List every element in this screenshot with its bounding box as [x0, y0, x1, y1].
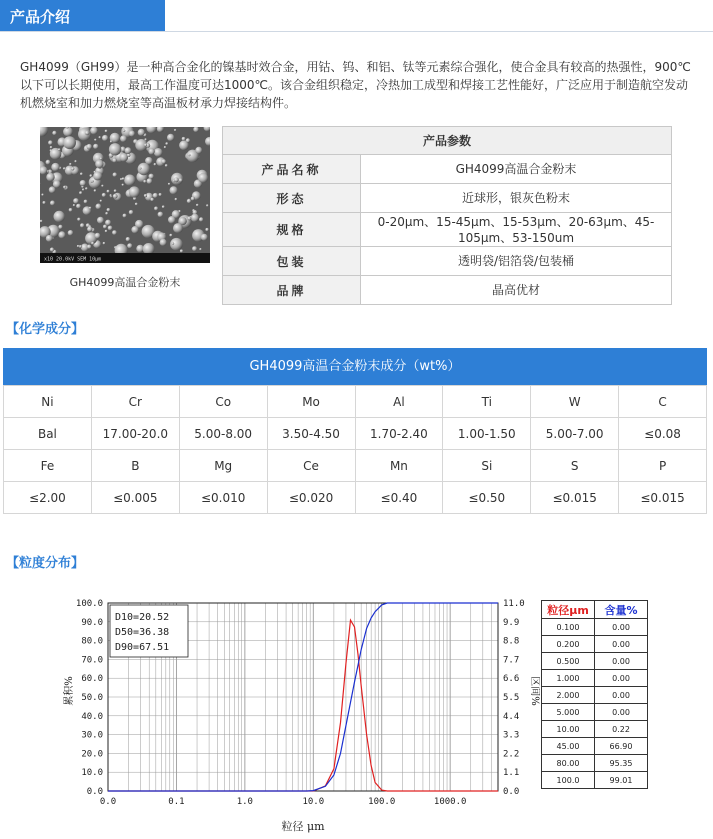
powder-particle	[113, 173, 117, 177]
powder-particle	[198, 173, 208, 183]
psd-size-cell: 2.000	[542, 687, 595, 704]
y-tick-left: 30.0	[81, 730, 103, 741]
psd-content-cell: 66.90	[595, 738, 648, 755]
psd-content-cell: 0.00	[595, 687, 648, 704]
psd-heading: 【粒度分布】	[6, 556, 85, 571]
powder-particle	[63, 127, 73, 137]
y-axis-label-right: 区间%	[529, 676, 540, 706]
composition-cell: Fe	[4, 450, 92, 482]
powder-particle	[161, 159, 166, 164]
powder-particle	[144, 194, 147, 197]
powder-particle	[90, 127, 98, 135]
powder-particle	[54, 211, 65, 222]
y-tick-right: 5.5	[503, 693, 520, 703]
y-tick-left: 80.0	[81, 636, 103, 647]
x-tick-label: 100.0	[368, 797, 396, 807]
powder-particle	[63, 167, 66, 170]
powder-particle	[109, 143, 121, 155]
composition-table	[3, 385, 707, 514]
y-tick-right: 2.2	[503, 749, 520, 760]
powder-particle	[113, 194, 118, 199]
powder-particle	[205, 228, 208, 231]
powder-particle	[63, 186, 66, 189]
composition-cell: ≤0.005	[91, 482, 179, 514]
powder-particle	[99, 136, 101, 138]
powder-particle	[110, 194, 112, 196]
param-key: 品牌	[223, 276, 361, 305]
y-axis-label-left: 累积%	[64, 676, 75, 706]
powder-particle	[87, 226, 92, 231]
psd-table	[541, 600, 648, 789]
psd-size-cell: 0.500	[542, 653, 595, 670]
powder-particle	[112, 230, 117, 235]
composition-cell: 1.70-2.40	[355, 418, 443, 450]
powder-particle	[74, 160, 76, 162]
powder-particle	[58, 231, 65, 238]
table-row	[542, 619, 648, 636]
powder-particle	[122, 177, 125, 180]
powder-particle	[94, 189, 97, 192]
table-row	[542, 772, 648, 789]
powder-particle	[102, 135, 108, 141]
powder-particle	[105, 220, 111, 226]
param-value: 晶高优材	[361, 276, 672, 305]
powder-particle	[93, 144, 98, 149]
powder-particle	[82, 188, 84, 190]
powder-particle	[170, 186, 178, 194]
powder-particle	[138, 129, 145, 136]
powder-particle	[127, 243, 132, 248]
powder-particle	[50, 146, 53, 149]
composition-cell: Ni	[4, 386, 92, 418]
composition-cell: Mg	[179, 450, 267, 482]
powder-particle	[172, 242, 174, 244]
y-tick-left: 50.0	[81, 693, 103, 703]
y-tick-right: 3.3	[503, 730, 520, 741]
powder-particle	[93, 171, 102, 180]
table-row	[542, 653, 648, 670]
powder-particle	[73, 204, 75, 206]
powder-particle	[79, 245, 82, 248]
powder-particle	[87, 245, 91, 249]
powder-particle	[80, 223, 84, 227]
powder-particle	[168, 183, 170, 185]
table-row	[4, 482, 707, 514]
powder-particle	[105, 230, 108, 233]
composition-cell: Mo	[267, 386, 355, 418]
powder-particle	[46, 160, 51, 165]
table-row	[542, 636, 648, 653]
powder-particle	[174, 129, 176, 131]
powder-particle	[86, 144, 92, 150]
powder-particle	[127, 154, 130, 157]
powder-particle	[80, 173, 83, 176]
composition-cell: C	[619, 386, 707, 418]
powder-particle	[50, 248, 54, 252]
powder-photo	[40, 127, 210, 263]
composition-cell: ≤0.015	[619, 482, 707, 514]
powder-particle	[164, 146, 166, 148]
powder-particle	[175, 198, 178, 201]
powder-particle	[129, 210, 134, 215]
powder-particle	[108, 226, 113, 231]
powder-particle	[97, 217, 104, 224]
composition-cell: ≤0.010	[179, 482, 267, 514]
param-key: 规格	[223, 213, 361, 247]
composition-cell: Mn	[355, 450, 443, 482]
powder-particle	[126, 237, 130, 241]
powder-particle	[107, 190, 110, 193]
powder-particle	[77, 245, 79, 247]
psd-content-cell: 95.35	[595, 755, 648, 772]
annotation-label: D50=36.38	[115, 627, 170, 638]
composition-cell: ≤0.40	[355, 482, 443, 514]
powder-particle	[158, 212, 164, 218]
table-row	[4, 418, 707, 450]
powder-particle	[206, 204, 208, 206]
powder-particle	[125, 147, 132, 154]
psd-size-cell: 100.0	[542, 772, 595, 789]
x-tick-label: 0.0	[99, 797, 117, 807]
powder-particle	[195, 147, 202, 154]
powder-particle	[69, 208, 73, 212]
powder-particle	[51, 163, 59, 171]
powder-particle	[191, 214, 199, 222]
powder-particle	[188, 217, 192, 221]
powder-particle	[160, 239, 167, 246]
powder-particle	[154, 148, 163, 157]
powder-particle	[96, 204, 102, 210]
powder-particle	[153, 193, 158, 198]
powder-particle	[143, 180, 146, 183]
powder-particle	[159, 193, 162, 196]
powder-particle	[91, 180, 94, 183]
y-tick-right: 8.8	[503, 636, 520, 647]
composition-heading: 【化学成分】	[6, 322, 85, 337]
powder-particle	[150, 198, 154, 202]
powder-particle	[89, 207, 92, 210]
powder-particle	[73, 198, 79, 204]
powder-particle	[135, 203, 138, 206]
powder-particle	[85, 131, 90, 136]
table-row	[223, 155, 672, 184]
powder-particle	[199, 248, 201, 250]
composition-cell: ≤2.00	[4, 482, 92, 514]
powder-particle	[100, 200, 102, 202]
powder-particle	[80, 180, 86, 186]
powder-particle	[188, 154, 190, 156]
powder-particle	[123, 130, 125, 132]
composition-cell: 3.50-4.50	[267, 418, 355, 450]
y-tick-left: 20.0	[81, 749, 103, 760]
composition-cell: 17.00-20.0	[91, 418, 179, 450]
composition-cell: 5.00-8.00	[179, 418, 267, 450]
params-header: 产品参数	[223, 127, 672, 155]
powder-particle	[123, 214, 127, 218]
x-tick-label: 10.0	[302, 797, 325, 807]
composition-cell: Ti	[443, 386, 531, 418]
psd-content-cell: 0.00	[595, 670, 648, 687]
powder-particle	[131, 226, 138, 233]
composition-cell: W	[531, 386, 619, 418]
powder-particle	[105, 212, 108, 215]
powder-particle	[105, 130, 108, 133]
composition-cell: Si	[443, 450, 531, 482]
powder-particle	[186, 138, 190, 142]
y-tick-left: 0.0	[86, 787, 103, 797]
powder-particle	[46, 235, 53, 242]
psd-content-cell: 0.00	[595, 619, 648, 636]
annotation-label: D10=20.52	[115, 612, 170, 623]
param-key: 形态	[223, 184, 361, 213]
powder-particle	[79, 191, 82, 194]
powder-particle	[199, 217, 203, 221]
psd-chart-svg	[60, 596, 540, 836]
powder-particle	[90, 174, 93, 177]
annotation-label: D90=67.51	[115, 642, 170, 653]
powder-particle	[110, 140, 112, 142]
psd-size-cell: 0.200	[542, 636, 595, 653]
composition-cell: Co	[179, 386, 267, 418]
powder-particle	[187, 199, 191, 203]
powder-particle	[107, 208, 111, 212]
powder-particle	[179, 178, 183, 182]
table-row	[542, 687, 648, 704]
composition-cell: B	[91, 450, 179, 482]
section-title: 产品介绍	[10, 8, 71, 26]
powder-particle	[58, 148, 61, 151]
powder-particle	[40, 220, 43, 223]
table-row	[542, 738, 648, 755]
y-tick-right: 11.0	[503, 599, 525, 609]
powder-particle	[68, 230, 74, 236]
powder-particle	[149, 174, 154, 179]
param-key: 包装	[223, 247, 361, 276]
composition-cell: ≤0.015	[531, 482, 619, 514]
powder-particle	[182, 137, 186, 141]
y-tick-right: 0.0	[503, 787, 520, 797]
psd-col-content: 含量%	[595, 601, 648, 619]
powder-particle	[168, 216, 176, 224]
x-tick-label: 1000.0	[433, 797, 467, 807]
powder-particle	[43, 201, 46, 204]
powder-particle	[201, 234, 208, 241]
powder-particle	[191, 197, 195, 201]
powder-particle	[144, 144, 147, 147]
powder-particle	[124, 175, 135, 186]
psd-content-cell: 0.22	[595, 721, 648, 738]
table-row	[542, 704, 648, 721]
powder-particle	[154, 163, 157, 166]
psd-size-cell: 45.00	[542, 738, 595, 755]
powder-particle	[71, 167, 74, 170]
powder-particle	[95, 160, 103, 168]
powder-particle	[169, 234, 172, 237]
composition-cell: Al	[355, 386, 443, 418]
table-row	[4, 386, 707, 418]
psd-content-cell: 0.00	[595, 636, 648, 653]
powder-particle	[148, 148, 154, 154]
y-tick-right: 4.4	[503, 711, 520, 722]
powder-particle	[129, 131, 135, 137]
powder-particle	[112, 158, 116, 162]
psd-size-cell: 80.00	[542, 755, 595, 772]
powder-particle	[50, 201, 55, 206]
composition-cell: ≤0.50	[443, 482, 531, 514]
powder-particle	[94, 139, 96, 141]
powder-particle	[114, 189, 117, 192]
powder-particle	[52, 131, 56, 135]
table-row	[542, 721, 648, 738]
psd-size-cell: 10.00	[542, 721, 595, 738]
composition-cell: P	[619, 450, 707, 482]
powder-particles	[40, 127, 210, 263]
composition-cell: 5.00-7.00	[531, 418, 619, 450]
composition-cell: Ce	[267, 450, 355, 482]
powder-particle	[95, 233, 101, 239]
y-tick-left: 90.0	[81, 617, 103, 628]
powder-particle	[49, 186, 56, 193]
psd-content-cell: 0.00	[595, 653, 648, 670]
composition-cell: Cr	[91, 386, 179, 418]
y-tick-left: 10.0	[81, 768, 103, 779]
intro-paragraph: GH4099（GH99）是一种高合金化的镍基时效合金，用钴、钨、和铝、钛等元素综合强化，使合金具有较高的热强性，900℃以下可以长期使用，最高工作温度可达1000℃。该合金组织稳定，冷热加工成型和焊接工艺性能好，广泛应用于制造航空发动机燃烧室和加力燃烧室等高温板材承力焊接结构件。	[20, 60, 691, 110]
table-row	[542, 670, 648, 687]
x-tick-label: 1.0	[236, 797, 253, 807]
powder-particle	[154, 207, 158, 211]
powder-particle	[165, 164, 168, 167]
composition-title: GH4099高温合金粉末成分（wt%）	[3, 348, 707, 385]
powder-particle	[77, 218, 80, 221]
composition-cell: ≤0.020	[267, 482, 355, 514]
y-tick-right: 9.9	[503, 617, 520, 628]
y-tick-left: 40.0	[81, 711, 103, 722]
powder-particle	[103, 242, 106, 245]
x-axis-label: 粒径 μm	[281, 820, 325, 833]
powder-particle	[100, 157, 103, 160]
psd-size-cell: 1.000	[542, 670, 595, 687]
powder-particle	[53, 180, 61, 188]
psd-content-cell: 0.00	[595, 704, 648, 721]
powder-particle	[170, 238, 183, 251]
powder-particle	[76, 204, 81, 209]
table-row	[223, 276, 672, 305]
composition-cell: S	[531, 450, 619, 482]
powder-particle	[196, 204, 199, 207]
powder-particle	[78, 128, 91, 141]
photo-scale-text: x10 20.0kV SEM 10μm	[44, 256, 102, 263]
psd-col-size: 粒径μm	[542, 601, 595, 619]
psd-chart	[60, 596, 540, 836]
powder-particle	[120, 135, 127, 142]
photo-caption: GH4099高温合金粉末	[69, 276, 181, 289]
psd-size-cell: 5.000	[542, 704, 595, 721]
y-tick-right: 7.7	[503, 655, 520, 666]
powder-particle	[85, 187, 88, 190]
powder-particle	[180, 249, 183, 252]
powder-particle	[120, 153, 129, 162]
powder-particle	[173, 223, 183, 233]
table-row	[223, 184, 672, 213]
powder-particle	[139, 167, 141, 169]
y-tick-right: 6.6	[503, 674, 520, 685]
y-tick-left: 100.0	[75, 599, 103, 609]
powder-particle	[101, 185, 103, 187]
powder-particle	[41, 194, 43, 196]
powder-particle	[103, 225, 107, 229]
powder-particle	[91, 242, 94, 245]
powder-particle	[46, 173, 54, 181]
powder-particle	[102, 193, 106, 197]
table-row	[223, 247, 672, 276]
param-key: 产品名称	[223, 155, 361, 184]
powder-particle	[167, 134, 174, 141]
composition-cell: Bal	[4, 418, 92, 450]
section-divider	[0, 31, 713, 32]
param-value: GH4099高温合金粉末	[361, 155, 672, 184]
powder-particle	[147, 178, 153, 184]
psd-size-cell: 0.100	[542, 619, 595, 636]
powder-particle	[63, 136, 76, 149]
composition-cell: ≤0.08	[619, 418, 707, 450]
powder-particle	[122, 184, 124, 186]
powder-particle	[165, 142, 168, 145]
section-tab	[0, 0, 165, 32]
param-value: 近球形，银灰色粉末	[361, 184, 672, 213]
powder-particle	[162, 205, 165, 208]
psd-content-cell: 99.01	[595, 772, 648, 789]
y-tick-left: 60.0	[81, 674, 103, 685]
powder-particle	[69, 163, 71, 165]
y-tick-left: 70.0	[81, 655, 103, 666]
powder-particle	[48, 140, 53, 145]
param-value: 透明袋/铝箔袋/包装桶	[361, 247, 672, 276]
powder-particle	[192, 246, 197, 251]
y-tick-right: 1.1	[503, 768, 520, 779]
powder-particle	[129, 186, 140, 197]
product-params-table	[222, 126, 672, 305]
param-value: 0-20μm、15-45μm、15-53μm、20-63μm、45-105μm、53-150um	[361, 213, 672, 247]
x-tick-label: 0.1	[168, 797, 185, 807]
table-row	[4, 450, 707, 482]
powder-particle	[174, 177, 179, 182]
table-row	[223, 213, 672, 247]
table-row	[542, 755, 648, 772]
powder-particle	[84, 200, 88, 204]
composition-cell: 1.00-1.50	[443, 418, 531, 450]
